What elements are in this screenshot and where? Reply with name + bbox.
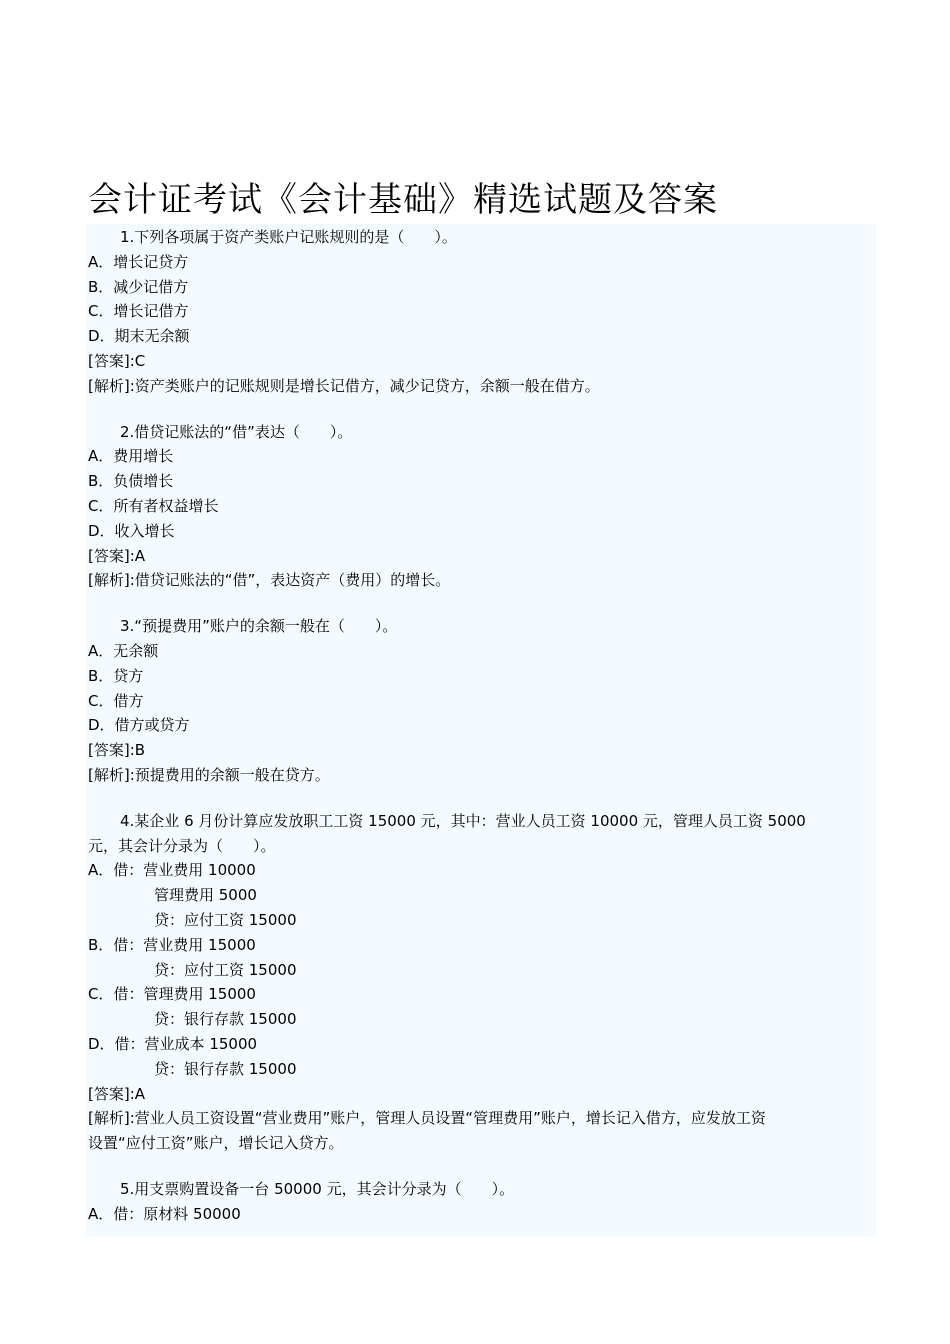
question-stem: 3.“预提费用”账户的余额一般在（ ）。 bbox=[120, 617, 398, 636]
question-stem-continued: 元，其会计分录为（ ）。 bbox=[88, 836, 276, 855]
question-2 bbox=[86, 420, 876, 594]
option-b: B．减少记借方 bbox=[88, 277, 189, 296]
option-c: C．借：管理费用 15000 bbox=[88, 985, 256, 1004]
question-1 bbox=[86, 225, 876, 399]
option-b-credit-line: 贷：应付工资 15000 bbox=[154, 960, 297, 979]
answer-line: [答案]:A bbox=[88, 1084, 146, 1103]
page-title: 会计证考试《会计基础》精选试题及答案 bbox=[88, 180, 718, 220]
paragraph-gap bbox=[86, 399, 876, 420]
question-stem: 1.下列各项属于资产类账户记账规则的是（ ）。 bbox=[120, 228, 457, 246]
question-5 bbox=[86, 1177, 876, 1227]
option-a: A．增长记贷方 bbox=[88, 252, 189, 271]
option-a-credit-line: 贷：应付工资 15000 bbox=[154, 910, 297, 929]
option-b: B．借：营业费用 15000 bbox=[88, 935, 256, 954]
question-stem: 2.借贷记账法的“借”表达（ ）。 bbox=[120, 422, 353, 441]
option-a: A．费用增长 bbox=[88, 447, 174, 466]
option-b: B．贷方 bbox=[88, 666, 144, 685]
option-c-credit-line: 贷：银行存款 15000 bbox=[154, 1010, 297, 1029]
analysis-line-continued: 设置“应付工资”账户，增长记入贷方。 bbox=[88, 1134, 344, 1153]
document-body bbox=[86, 224, 876, 1237]
option-c: C．增长记借方 bbox=[88, 302, 189, 321]
question-stem: 4.某企业 6 月份计算应发放职工工资 15000 元，其中：营业人员工资 10000 元，管理人员工资 5000 bbox=[120, 811, 806, 830]
question-4 bbox=[86, 809, 876, 1156]
option-b: B．负债增长 bbox=[88, 472, 174, 491]
option-d: D．借：营业成本 15000 bbox=[88, 1034, 258, 1053]
option-a-debit-line: 管理费用 5000 bbox=[154, 886, 257, 905]
analysis-line: [解析]:借贷记账法的“借”，表达资产（费用）的增长。 bbox=[88, 571, 451, 590]
answer-line: [答案]:B bbox=[88, 741, 146, 760]
option-a: A．无余额 bbox=[88, 641, 159, 660]
option-d: D．期末无余额 bbox=[88, 327, 190, 346]
option-d: D．借方或贷方 bbox=[88, 716, 190, 735]
analysis-line: [解析]:资产类账户的记账规则是增长记借方，减少记贷方，余额一般在借方。 bbox=[88, 376, 600, 395]
question-stem: 5.用支票购置设备一台 50000 元，其会计分录为（ ）。 bbox=[120, 1179, 515, 1198]
option-d: D．收入增长 bbox=[88, 521, 175, 540]
option-a: A．借：营业费用 10000 bbox=[88, 861, 256, 880]
paragraph-gap bbox=[86, 788, 876, 809]
option-a: A．借：原材料 50000 bbox=[88, 1204, 241, 1223]
answer-line: [答案]:C bbox=[88, 351, 146, 370]
paragraph-gap bbox=[86, 593, 876, 614]
paragraph-gap bbox=[86, 1156, 876, 1177]
analysis-line: [解析]:预提费用的余额一般在贷方。 bbox=[88, 765, 330, 784]
analysis-line: [解析]:营业人员工资设置“营业费用”账户，管理人员设置“管理费用”账户，增长记入借方，应发放工资 bbox=[88, 1109, 766, 1128]
answer-line: [答案]:A bbox=[88, 546, 146, 565]
option-d-credit-line: 贷：银行存款 15000 bbox=[154, 1059, 297, 1078]
option-c: C．所有者权益增长 bbox=[88, 496, 219, 515]
option-c: C．借方 bbox=[88, 691, 144, 710]
question-3 bbox=[86, 614, 876, 788]
